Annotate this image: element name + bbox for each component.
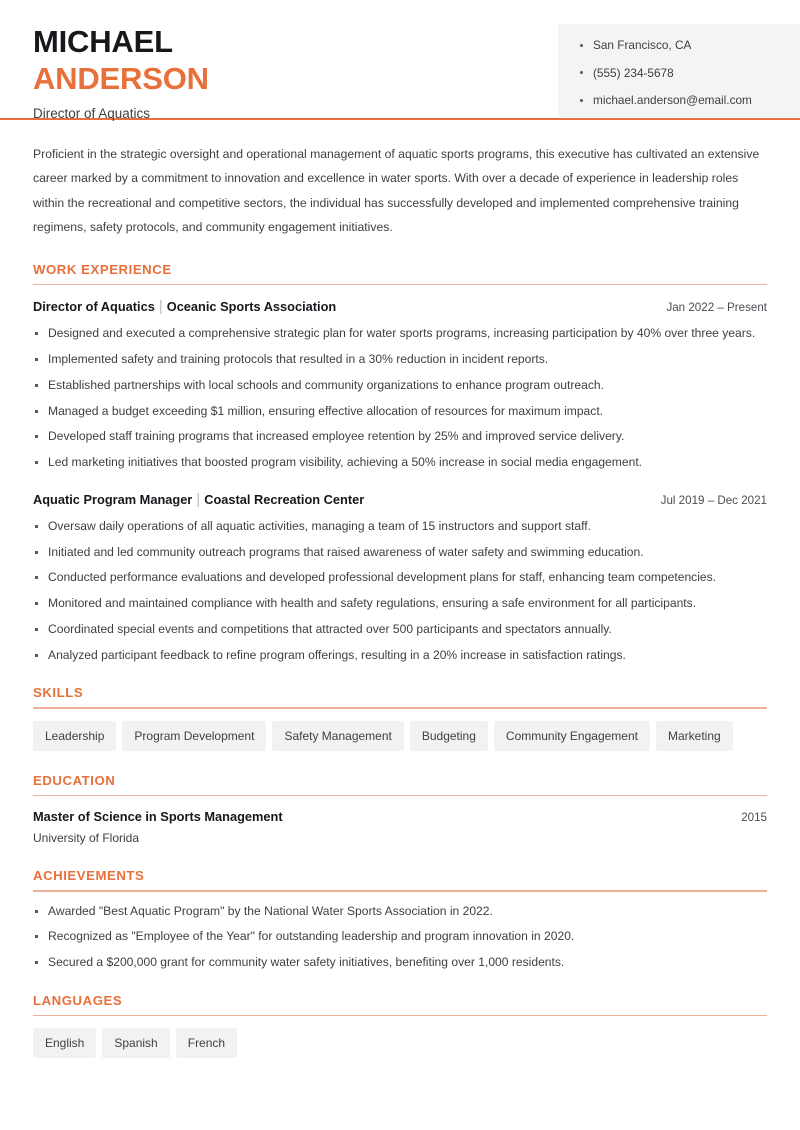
list-item: Monitored and maintained compliance with health and safety regulations, ensuring a safe environment for all participants. — [33, 596, 767, 612]
languages-chip-list — [33, 1028, 767, 1058]
experience-date-range: Jan 2022 – Present — [666, 301, 767, 315]
section-skills — [33, 685, 767, 751]
section-heading-work-experience: WORK EXPERIENCE — [33, 261, 172, 277]
list-item: Developed staff training programs that increased employee retention by 25% and improved service delivery. — [33, 429, 767, 445]
section-heading-education: EDUCATION — [33, 772, 116, 788]
language-chip: English — [33, 1028, 96, 1058]
last-name: ANDERSON — [33, 60, 209, 96]
list-item: Oversaw daily operations of all aquatic activities, managing a team of 15 instructors and support staff. — [33, 519, 767, 535]
list-item: Implemented safety and training protocols that resulted in a 30% reduction in incident reports. — [33, 352, 767, 368]
experience-company: Coastal Recreation Center — [204, 491, 365, 507]
contact-info-box — [558, 24, 800, 117]
section-work-experience — [33, 262, 767, 664]
education-date: 2015 — [741, 811, 767, 825]
section-education — [33, 773, 767, 846]
header-job-title: Director of Aquatics — [33, 106, 151, 122]
section-achievements — [33, 868, 767, 971]
professional-summary: Proficient in the strategic oversight and operational management of aquatic sports programs, this executive has cultivated an extensive career marked by a commitment to innovation and excellence in water sports. With over a decade of experience in leadership roles within the recreational and competitive sectors, the individual has successfully developed and implemented comprehensive training regimens, safety protocols, and community engagement initiatives. — [33, 147, 760, 235]
experience-title-line — [33, 490, 364, 510]
language-chip: French — [176, 1028, 237, 1058]
title-separator: | — [158, 298, 163, 316]
contact-list — [580, 38, 800, 108]
title-separator: | — [196, 490, 201, 508]
contact-item-location: San Francisco, CA — [580, 38, 800, 53]
experience-role: Aquatic Program Manager — [33, 491, 193, 507]
experience-entry-header — [33, 490, 767, 510]
header-identity — [33, 24, 209, 122]
experience-entry — [33, 490, 767, 664]
skill-chip: Community Engagement — [494, 721, 650, 751]
education-institution: University of Florida — [33, 830, 140, 845]
section-heading-languages: LANGUAGES — [33, 992, 123, 1008]
section-divider — [33, 707, 767, 709]
list-item: Established partnerships with local schools and community organizations to enhance program outreach. — [33, 378, 767, 394]
experience-entry-header — [33, 297, 767, 317]
experience-company: Oceanic Sports Association — [166, 299, 337, 315]
experience-role: Director of Aquatics — [33, 299, 155, 315]
experience-bullet-list — [33, 519, 767, 663]
section-divider — [33, 1015, 767, 1017]
experience-entry — [33, 297, 767, 471]
achievements-list — [33, 904, 767, 971]
skill-chip: Leadership — [33, 721, 116, 751]
skills-chip-list — [33, 721, 767, 751]
list-item: Initiated and led community outreach programs that raised awareness of water safety and swimming education. — [33, 545, 767, 561]
section-divider — [33, 890, 767, 892]
experience-date-range: Jul 2019 – Dec 2021 — [660, 493, 767, 507]
education-degree: Master of Science in Sports Management — [33, 809, 283, 825]
section-heading-skills: SKILLS — [33, 685, 84, 701]
experience-title-line — [33, 297, 336, 317]
list-item: Conducted performance evaluations and developed professional development plans for staff, enhancing team competencies. — [33, 570, 767, 586]
resume-header — [0, 0, 800, 122]
contact-item-email[interactable]: michael.anderson@email.com — [580, 93, 800, 108]
list-item: Designed and executed a comprehensive strategic plan for water sports programs, increasing participation by 40% over three years. — [33, 326, 767, 342]
section-divider — [33, 795, 767, 797]
section-languages — [33, 993, 767, 1059]
section-divider — [33, 284, 767, 286]
list-item: Managed a budget exceeding $1 million, ensuring effective allocation of resources for maximum impact. — [33, 404, 767, 420]
list-item: Awarded "Best Aquatic Program" by the National Water Sports Association in 2022. — [33, 904, 767, 920]
section-heading-achievements: ACHIEVEMENTS — [33, 868, 145, 884]
list-item: Led marketing initiatives that boosted program visibility, achieving a 50% increase in social media engagement. — [33, 455, 767, 471]
list-item: Coordinated special events and competitions that attracted over 500 participants and spectators annually. — [33, 622, 767, 638]
skill-chip: Budgeting — [410, 721, 488, 751]
skill-chip: Program Development — [122, 721, 266, 751]
skill-chip: Safety Management — [272, 721, 403, 751]
language-chip: Spanish — [102, 1028, 169, 1058]
first-name: MICHAEL — [33, 24, 173, 59]
skill-chip: Marketing — [656, 721, 733, 751]
education-entry — [33, 808, 767, 846]
experience-bullet-list — [33, 326, 767, 470]
list-item: Analyzed participant feedback to refine program offerings, resulting in a 20% increase in satisfaction ratings. — [33, 648, 767, 664]
resume-body — [0, 142, 800, 1058]
list-item: Recognized as "Employee of the Year" for outstanding leadership and program innovation in 2020. — [33, 929, 767, 945]
education-entry-header — [33, 808, 767, 825]
list-item: Secured a $200,000 grant for community water safety initiatives, benefiting over 1,000 residents. — [33, 955, 767, 971]
contact-item-phone: (555) 234-5678 — [580, 66, 800, 81]
